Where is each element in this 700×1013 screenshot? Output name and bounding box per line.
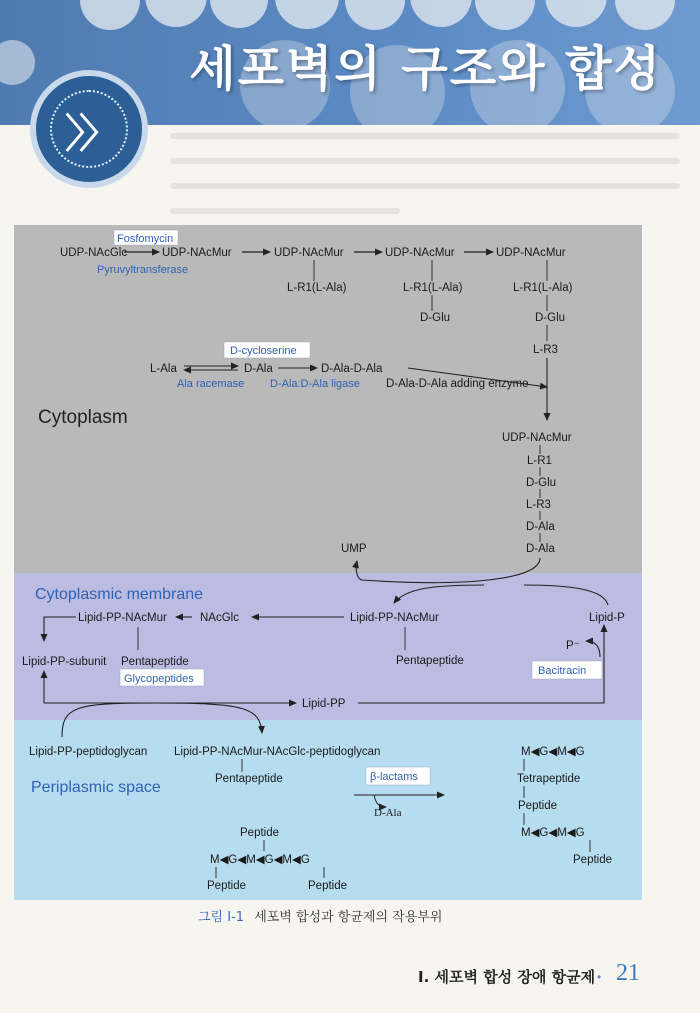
d-glu-b: D-Glu <box>535 312 566 324</box>
footer-dot-icon: • <box>597 970 602 984</box>
pentapeptide-c: Pentapeptide <box>215 773 283 785</box>
arrow-transglycosylation <box>62 703 262 737</box>
d-ala-chain-a: D-Ala <box>526 521 555 533</box>
faded-text-line <box>170 158 680 164</box>
d-ala-released: D-Ala <box>374 807 402 819</box>
header-bubble <box>80 0 140 30</box>
double-chevron-icon: 〉〉 <box>65 112 113 156</box>
cell-wall-synthesis-diagram <box>14 225 642 900</box>
chain-top: M◀G◀M◀G <box>521 746 585 758</box>
drug-bacitracin: Bacitracin <box>538 665 587 677</box>
lipid-pp-nacmur-b: Lipid-PP-NAcMur <box>350 612 439 624</box>
peptide-right-b: Peptide <box>573 854 613 866</box>
l-r1: L-R1 <box>527 455 552 467</box>
peptide-left-b: Peptide <box>308 880 348 892</box>
udp-nacmur-5: UDP-NAcMur <box>502 432 572 444</box>
lipid-p: Lipid-P <box>589 612 625 624</box>
udp-nacmur-1: UDP-NAcMur <box>162 247 232 259</box>
arrow-d-ala-release <box>374 795 386 807</box>
header-bubble <box>0 40 35 85</box>
lipid-pp-nacmur-nacglc-pg: Lipid-PP-NAcMur-NAcGlc-peptidoglycan <box>174 746 381 758</box>
header-bubble <box>145 0 207 27</box>
periplasm-label: Periplasmic space <box>31 779 161 796</box>
figure-number: 그림 I-1 <box>198 910 245 925</box>
page-title: 세포벽의 구조와 합성 <box>189 41 662 97</box>
peptide-left-top: Peptide <box>240 827 280 839</box>
drug-beta-lactams: β-lactams <box>370 771 418 783</box>
header-bubble <box>410 0 472 27</box>
tetrapeptide: Tetrapeptide <box>517 773 581 785</box>
chapter-footer: I. 세포벽 합성 장애 항균제 <box>418 968 596 986</box>
curve-to-lipid-p <box>524 585 608 605</box>
drug-glycopeptides: Glycopeptides <box>124 673 194 685</box>
pentapeptide-b: Pentapeptide <box>121 656 189 668</box>
l-r3-a: L-R3 <box>533 344 558 356</box>
d-ala-d-ala: D-Ala-D-Ala <box>321 363 383 375</box>
udp-nacmur-3: UDP-NAcMur <box>385 247 455 259</box>
header-bubble <box>210 0 268 28</box>
d-glu-a: D-Glu <box>420 312 451 324</box>
enzyme-ala-racemase: Ala racemase <box>177 378 245 390</box>
header-bubble <box>475 0 535 30</box>
l-r1-l-ala-b: L-R1(L-Ala) <box>403 282 463 294</box>
figure-caption-text: 세포벽 합성과 항균제의 작용부위 <box>254 910 443 925</box>
drug-d-cycloserine: D-cycloserine <box>230 345 297 357</box>
enzyme-adding: D-Ala-D-Ala adding enzyme <box>386 378 529 390</box>
lipid-pp-nacmur-a: Lipid-PP-NAcMur <box>78 612 167 624</box>
p-minus: P⁻ <box>566 640 580 652</box>
udp-nacmur-4: UDP-NAcMur <box>496 247 566 259</box>
cytoplasm-label: Cytoplasm <box>38 407 128 428</box>
lipid-pp-peptidoglycan: Lipid-PP-peptidoglycan <box>29 746 148 758</box>
enzyme-pyruvyltransferase: Pyruvyltransferase <box>97 264 189 276</box>
udp-nacmur-2: UDP-NAcMur <box>274 247 344 259</box>
l-ala: L-Ala <box>150 363 177 375</box>
header-bubble <box>345 0 405 30</box>
pentapeptide-a: Pentapeptide <box>396 655 464 667</box>
peptide-left-a: Peptide <box>207 880 247 892</box>
figure-caption <box>198 906 442 925</box>
arrow-to-subunit <box>44 617 76 641</box>
arrow-to-lipid <box>394 585 484 603</box>
d-glu-c: D-Glu <box>526 477 557 489</box>
ump: UMP <box>341 543 367 555</box>
membrane-label: Cytoplasmic membrane <box>35 586 204 603</box>
lipid-pp-subunit: Lipid-PP-subunit <box>22 656 107 668</box>
header-bubble <box>545 0 607 27</box>
udp-nacglc: UDP-NAcGlc <box>60 247 128 259</box>
chain-bottom: M◀G◀M◀G <box>521 827 585 839</box>
nacglc: NAcGlc <box>200 612 239 624</box>
arrow-to-ump <box>356 558 540 583</box>
faded-text-line <box>170 183 680 189</box>
l-r3-b: L-R3 <box>526 499 551 511</box>
header-bubble <box>275 0 339 29</box>
d-ala: D-Ala <box>244 363 273 375</box>
peptide-right-a: Peptide <box>518 800 558 812</box>
chain-long: M◀G◀M◀G◀M◀G <box>210 854 310 866</box>
lipid-pp: Lipid-PP <box>302 698 346 710</box>
l-r1-l-ala-c: L-R1(L-Ala) <box>513 282 573 294</box>
header-bubble <box>615 0 675 30</box>
l-r1-l-ala-a: L-R1(L-Ala) <box>287 282 347 294</box>
drug-fosfomycin: Fosfomycin <box>117 233 174 245</box>
d-ala-chain-b: D-Ala <box>526 543 555 555</box>
chapter-logo <box>30 70 148 188</box>
faded-text-line <box>170 133 680 139</box>
enzyme-ligase: D-Ala:D-Ala ligase <box>270 378 360 390</box>
arrow-p-release <box>586 641 600 657</box>
faded-text-line <box>170 208 400 214</box>
page-number: 21 <box>616 960 640 986</box>
